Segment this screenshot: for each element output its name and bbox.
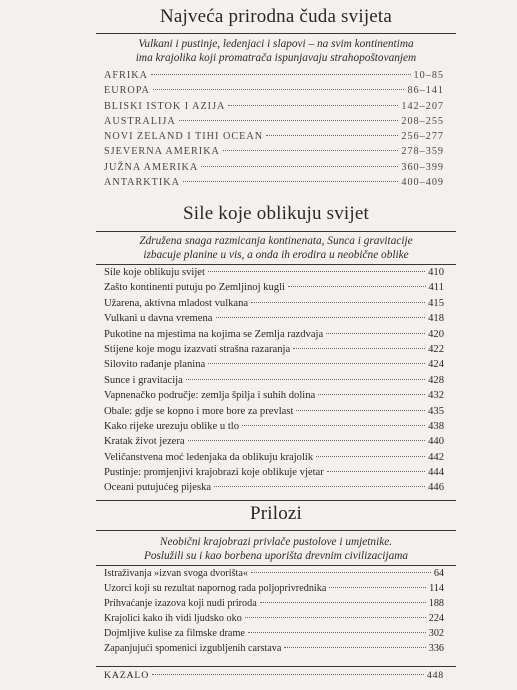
entry-label: Istraživanja »izvan svoga dvorišta«	[104, 568, 248, 579]
entry-page: 420	[428, 328, 444, 340]
entry-page: 114	[429, 583, 444, 595]
list-item	[104, 452, 444, 467]
entry-label: SJEVERNA AMERIKA	[104, 146, 220, 158]
entry-page: 208–255	[401, 115, 444, 127]
entry-page: 400–409	[401, 177, 444, 189]
section-divider	[96, 264, 456, 265]
leader-dots	[208, 363, 425, 364]
subtitle-line: Združena snaga razmicanja kontinenata, Sunca i gravitacije	[139, 235, 413, 247]
subtitle-line: Neobični krajobrazi privlače pustolove i umjetnike.	[159, 536, 393, 548]
appendices-list	[104, 568, 444, 659]
leader-dots	[153, 89, 405, 90]
entry-label: NOVI ZELAND I TIHI OCEAN	[104, 131, 264, 143]
entry-page: 440	[428, 436, 444, 448]
entry-page: 278–359	[401, 146, 444, 158]
leader-dots	[179, 120, 399, 121]
entry-label: KAZALO	[104, 670, 150, 681]
list-item	[104, 70, 444, 85]
entry-page: 360–399	[401, 161, 444, 173]
section-divider	[96, 500, 456, 501]
leader-dots	[293, 348, 425, 349]
entry-page: 448	[426, 670, 444, 681]
entry-label: Zapanjujući spomenici izgubljenih carstava	[104, 643, 282, 655]
section-title-wonders: Najveća prirodna čuda svijeta	[159, 6, 393, 27]
section-subtitle	[96, 37, 456, 65]
leader-dots	[284, 647, 425, 648]
leader-dots	[214, 486, 425, 487]
list-item	[104, 643, 444, 658]
leader-dots	[248, 632, 426, 633]
section-divider	[96, 33, 456, 34]
leader-dots	[188, 440, 426, 441]
list-item	[104, 101, 444, 116]
list-item	[104, 131, 444, 146]
list-item	[104, 313, 444, 328]
entry-page: 224	[428, 613, 444, 625]
entry-label: Užarena, aktivna mladost vulkana	[104, 297, 249, 309]
entry-page: 64	[433, 568, 444, 579]
entry-label: Pukotine na mjestima na kojima se Zemlja razdvaja	[104, 328, 324, 340]
section-subtitle	[96, 234, 456, 262]
entry-label: Stijene koje mogu izazvati strašna razaranja	[104, 343, 291, 355]
list-item	[104, 116, 444, 131]
leader-dots	[201, 166, 398, 167]
entry-label: Vulkani u davna vremena	[104, 313, 213, 325]
leader-dots	[242, 425, 425, 426]
leader-dots	[318, 394, 425, 395]
leader-dots	[296, 410, 425, 411]
entry-page: 418	[428, 313, 444, 325]
leader-dots	[260, 602, 426, 603]
list-item	[104, 146, 444, 161]
entry-label: Silovito rađanje planina	[104, 359, 206, 371]
leader-dots	[223, 150, 398, 151]
leader-dots	[251, 302, 425, 303]
list-item	[104, 85, 444, 100]
entry-label: ANTARKTIKA	[104, 177, 180, 189]
entry-page: 442	[428, 451, 444, 463]
leader-dots	[228, 105, 398, 106]
entry-page: 10–85	[413, 70, 444, 81]
entry-page: 86–141	[407, 85, 444, 97]
leader-dots	[251, 572, 431, 573]
list-item	[104, 390, 444, 405]
leader-dots	[327, 471, 425, 472]
section-divider	[96, 666, 456, 667]
list-item	[104, 568, 444, 583]
subtitle-line: ima krajolika koji promatrača ispunjavaju strahopoštovanjem	[135, 52, 417, 64]
leader-dots	[266, 135, 398, 136]
subtitle-line: izbacuje planine u vis, a onda ih erodira u neobične oblike	[143, 249, 409, 261]
entry-page: 446	[428, 482, 444, 494]
wonders-list	[104, 70, 444, 192]
list-item	[104, 359, 444, 374]
leader-dots	[316, 456, 425, 457]
leader-dots	[216, 317, 426, 318]
subtitle-line: Vulkani i pustinje, ledenjaci i slapovi – na svim kontinentima	[138, 38, 414, 50]
entry-label: JUŽNA AMERIKA	[104, 161, 199, 173]
section-divider	[96, 565, 456, 566]
entry-page: 415	[428, 297, 444, 309]
entry-page: 302	[428, 628, 444, 640]
entry-label: Uzorci koji su rezultat napornog rada poljoprivrednika	[104, 583, 327, 595]
entry-label: AFRIKA	[104, 70, 148, 81]
entry-page: 432	[428, 390, 444, 402]
entry-label: Prihvaćanje izazova koji nudi priroda	[104, 598, 257, 610]
list-item	[104, 267, 444, 282]
list-item	[104, 421, 444, 436]
list-item	[104, 329, 444, 344]
leader-dots	[326, 333, 425, 334]
list-item	[104, 298, 444, 313]
list-item	[104, 406, 444, 421]
list-item	[104, 375, 444, 390]
entry-page: 428	[428, 374, 444, 386]
entry-label: Krajolici kako ih vidi ljudsko oko	[104, 613, 242, 625]
section-subtitle	[96, 535, 456, 563]
section-divider	[96, 530, 456, 531]
entry-label: Sile koje oblikuju svijet	[104, 267, 205, 278]
entry-page: 444	[428, 467, 444, 479]
entry-page: 438	[428, 420, 444, 432]
entry-page: 188	[428, 598, 444, 610]
list-item	[104, 436, 444, 451]
leader-dots	[245, 617, 426, 618]
entry-label: Obale: gdje se kopno i more bore za prevlast	[104, 405, 294, 417]
entry-label: Pustinje: promjenjivi krajobrazi koje oblikuje vjetar	[104, 467, 324, 479]
entry-page: 142–207	[401, 100, 444, 112]
list-item	[104, 282, 444, 297]
subtitle-line: Poslužili su i kao borbena uporišta drevnim civilizacijama	[143, 550, 409, 562]
section-title-appendices: Prilozi	[249, 503, 303, 524]
entry-page: 410	[428, 267, 444, 278]
entry-label: Dojmljive kulise za filmske drame	[104, 628, 245, 640]
list-item	[104, 467, 444, 482]
leader-dots	[186, 379, 425, 380]
entry-page: 336	[428, 643, 444, 655]
leader-dots	[208, 271, 425, 272]
entry-label: Veličanstvena moć ledenjaka da oblikuju krajolik	[104, 451, 314, 463]
leader-dots	[329, 587, 426, 588]
entry-label: Kratak život jezera	[104, 436, 185, 448]
section-title-forces: Sile koje oblikuju svijet	[182, 203, 370, 224]
leader-dots	[183, 181, 398, 182]
entry-label: Sunce i gravitacija	[104, 374, 183, 386]
index-entry-list	[104, 670, 444, 685]
list-item	[104, 482, 444, 497]
list-item	[104, 598, 444, 613]
entry-label: Kako rijeke urezuju oblike u tlo	[104, 420, 240, 432]
index-entry	[104, 670, 444, 685]
entry-label: AUSTRALIJA	[104, 115, 176, 127]
entry-label: Oceani putujućeg pijeska	[104, 482, 212, 494]
entry-label: Zašto kontinenti putuju po Zemljinoj kugli	[104, 282, 285, 294]
entry-page: 422	[428, 343, 444, 355]
list-item	[104, 177, 444, 192]
entry-label: BLISKI ISTOK I AZIJA	[104, 100, 226, 112]
entry-page: 424	[428, 359, 444, 371]
list-item	[104, 628, 444, 643]
entry-page: 411	[428, 282, 444, 294]
list-item	[104, 583, 444, 598]
leader-dots	[151, 74, 411, 75]
entry-label: Vapnenačko područje: zemlja špilja i suhih dolina	[104, 390, 316, 402]
entry-page: 256–277	[401, 131, 444, 143]
leader-dots	[288, 286, 426, 287]
section-divider	[96, 231, 456, 232]
entry-page: 435	[428, 405, 444, 417]
forces-list	[104, 267, 444, 498]
list-item	[104, 344, 444, 359]
entry-label: EUROPA	[104, 85, 150, 97]
list-item	[104, 613, 444, 628]
list-item	[104, 162, 444, 177]
leader-dots	[152, 674, 424, 675]
